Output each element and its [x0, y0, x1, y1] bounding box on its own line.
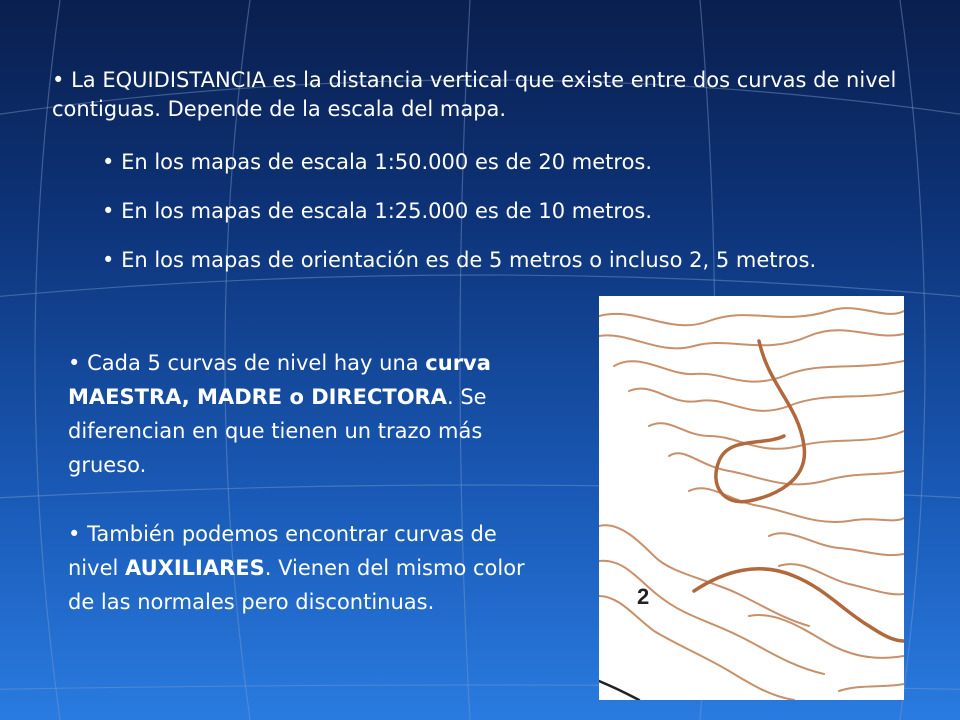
sub-bullet-2	[102, 197, 862, 226]
intro-paragraph	[52, 66, 912, 124]
maestra-text-before: Cada 5 curvas de nivel hay una	[87, 351, 426, 375]
auxiliares-paragraph	[68, 517, 548, 619]
sub-bullet-text: En los mapas de orientación es de 5 metros o incluso 2, 5 metros.	[121, 248, 817, 272]
map-label: 2	[637, 584, 650, 609]
bullet-icon: •	[52, 68, 65, 92]
maestra-text-after: . Se diferencian en que tienen un trazo más grueso.	[68, 385, 487, 477]
maestra-text-bold: curva MAESTRA, MADRE o DIRECTORA	[68, 351, 491, 409]
bullet-icon: •	[68, 351, 81, 375]
bullet-icon: •	[102, 150, 115, 174]
auxiliares-text-after: . Vienen del mismo color de las normales pero discontinuas.	[68, 556, 525, 614]
sub-bullet-text: En los mapas de escala 1:50.000 es de 20 metros.	[121, 150, 653, 174]
auxiliares-text-bold: AUXILIARES	[125, 556, 265, 580]
bullet-icon: •	[102, 248, 115, 272]
auxiliares-text-before: También podemos encontrar curvas de nivel	[68, 522, 497, 580]
maestra-paragraph	[68, 346, 548, 482]
bullet-icon: •	[102, 199, 115, 223]
sub-bullet-3	[102, 246, 842, 275]
bullet-icon: •	[68, 522, 81, 546]
sub-bullet-text: En los mapas de escala 1:25.000 es de 10 metros.	[121, 199, 653, 223]
intro-text: La EQUIDISTANCIA es la distancia vertical que existe entre dos curvas de nivel contiguas. Depende de la escala del mapa.	[52, 68, 897, 121]
sub-bullet-1	[102, 148, 862, 177]
contour-map-image	[599, 296, 904, 700]
